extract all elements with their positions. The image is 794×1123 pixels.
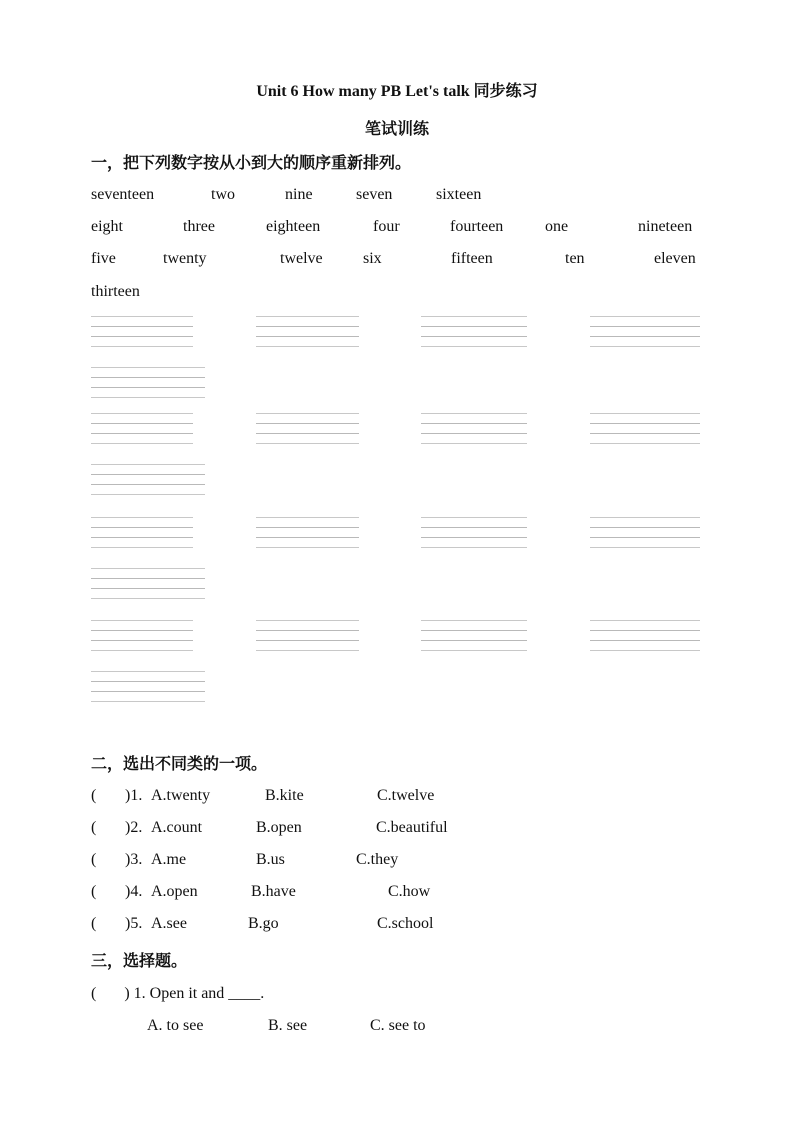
writing-line — [91, 568, 205, 569]
section2-heading: 二，选出不同类的一项。 — [91, 756, 268, 773]
writing-line — [421, 336, 527, 337]
word-item: fifteen — [451, 250, 493, 267]
option-b: B. see — [268, 1017, 308, 1034]
writing-line — [256, 326, 359, 327]
writing-line — [590, 630, 700, 631]
writing-line — [421, 620, 527, 621]
writing-line — [91, 413, 193, 414]
writing-line — [421, 423, 527, 424]
word-item: one — [545, 218, 569, 235]
word-item: eleven — [654, 250, 696, 267]
writing-line — [91, 367, 205, 368]
writing-line — [421, 630, 527, 631]
question-number: )1. — [125, 787, 143, 804]
writing-line — [91, 650, 193, 651]
writing-line — [91, 517, 193, 518]
writing-line — [590, 326, 700, 327]
writing-line — [91, 588, 205, 589]
writing-line — [590, 346, 700, 347]
writing-line — [256, 537, 359, 538]
writing-line — [256, 433, 359, 434]
question-number: )2. — [125, 819, 143, 836]
option-a: A.twenty — [151, 787, 211, 804]
section1-heading: 一，把下列数字按从小到大的顺序重新排列。 — [91, 155, 412, 172]
writing-line — [256, 423, 359, 424]
writing-line — [590, 640, 700, 641]
writing-line — [590, 650, 700, 651]
writing-line — [421, 517, 527, 518]
option-c: C.how — [388, 883, 431, 900]
question-number: )4. — [125, 883, 143, 900]
word-item: eighteen — [266, 218, 321, 235]
writing-line — [590, 316, 700, 317]
word-item: three — [183, 218, 215, 235]
writing-line — [421, 640, 527, 641]
question-number: )5. — [125, 915, 143, 932]
writing-line — [421, 527, 527, 528]
writing-line — [421, 443, 527, 444]
page-title: Unit 6 How many PB Let's talk 同步练习 — [256, 83, 538, 100]
answer-paren: ( — [91, 787, 97, 804]
writing-line — [590, 336, 700, 337]
writing-line — [256, 650, 359, 651]
word-item: ten — [565, 250, 585, 267]
writing-line — [590, 517, 700, 518]
option-a: A.open — [151, 883, 198, 900]
word-item: six — [363, 250, 382, 267]
section3-heading: 三，选择题。 — [91, 953, 188, 970]
writing-line — [256, 630, 359, 631]
writing-line — [590, 527, 700, 528]
option-b: B.have — [251, 883, 296, 900]
word-item: two — [211, 186, 235, 203]
writing-line — [91, 547, 193, 548]
writing-line — [590, 413, 700, 414]
writing-line — [91, 630, 193, 631]
writing-line — [91, 691, 205, 692]
writing-line — [590, 537, 700, 538]
option-a: A.see — [151, 915, 187, 932]
writing-line — [256, 620, 359, 621]
writing-line — [91, 671, 205, 672]
writing-line — [91, 598, 205, 599]
word-item: five — [91, 250, 116, 267]
word-item: fourteen — [450, 218, 504, 235]
option-c: C.school — [377, 915, 434, 932]
option-b: B.go — [248, 915, 279, 932]
word-item: nine — [285, 186, 313, 203]
option-c: C.beautiful — [376, 819, 448, 836]
writing-line — [590, 433, 700, 434]
writing-line — [91, 701, 205, 702]
writing-line — [91, 326, 193, 327]
writing-line — [91, 377, 205, 378]
writing-line — [421, 650, 527, 651]
option-a: A.count — [151, 819, 203, 836]
writing-line — [256, 527, 359, 528]
writing-line — [91, 494, 205, 495]
writing-line — [91, 640, 193, 641]
writing-line — [256, 443, 359, 444]
writing-line — [256, 413, 359, 414]
writing-line — [256, 517, 359, 518]
word-item: twenty — [163, 250, 207, 267]
writing-line — [91, 484, 205, 485]
writing-line — [421, 346, 527, 347]
writing-line — [421, 413, 527, 414]
writing-line — [256, 640, 359, 641]
writing-line — [590, 423, 700, 424]
word-item: nineteen — [638, 218, 693, 235]
writing-line — [91, 578, 205, 579]
writing-line — [91, 464, 205, 465]
word-item: thirteen — [91, 283, 140, 300]
word-item: sixteen — [436, 186, 482, 203]
writing-line — [421, 547, 527, 548]
writing-line — [91, 527, 193, 528]
option-b: B.us — [256, 851, 285, 868]
writing-line — [91, 346, 193, 347]
writing-line — [91, 474, 205, 475]
option-b: B.kite — [265, 787, 304, 804]
writing-line — [421, 326, 527, 327]
writing-line — [91, 336, 193, 337]
writing-line — [590, 547, 700, 548]
answer-paren: ( — [91, 819, 97, 836]
writing-line — [256, 336, 359, 337]
word-item: twelve — [280, 250, 323, 267]
writing-line — [91, 681, 205, 682]
writing-line — [91, 397, 205, 398]
word-item: four — [373, 218, 400, 235]
word-item: seventeen — [91, 186, 155, 203]
answer-paren: ( — [91, 883, 97, 900]
page-subtitle: 笔试训练 — [364, 121, 429, 138]
option-c: C.twelve — [377, 787, 435, 804]
question-stem: ( ) 1. Open it and ____. — [91, 985, 265, 1002]
word-item: seven — [356, 186, 393, 203]
answer-paren: ( — [91, 851, 97, 868]
writing-line — [256, 547, 359, 548]
writing-line — [421, 433, 527, 434]
writing-line — [91, 433, 193, 434]
writing-line — [91, 387, 205, 388]
writing-line — [91, 620, 193, 621]
option-a: A. to see — [147, 1017, 204, 1034]
writing-line — [91, 423, 193, 424]
option-c: C.they — [356, 851, 399, 868]
writing-line — [421, 316, 527, 317]
writing-line — [256, 346, 359, 347]
option-c: C. see to — [370, 1017, 426, 1034]
writing-line — [590, 620, 700, 621]
option-a: A.me — [151, 851, 187, 868]
answer-paren: ( — [91, 915, 97, 932]
question-number: )3. — [125, 851, 143, 868]
writing-line — [590, 443, 700, 444]
writing-line — [256, 316, 359, 317]
writing-line — [421, 537, 527, 538]
writing-line — [91, 316, 193, 317]
word-item: eight — [91, 218, 123, 235]
writing-line — [91, 443, 193, 444]
writing-line — [91, 537, 193, 538]
option-b: B.open — [256, 819, 302, 836]
